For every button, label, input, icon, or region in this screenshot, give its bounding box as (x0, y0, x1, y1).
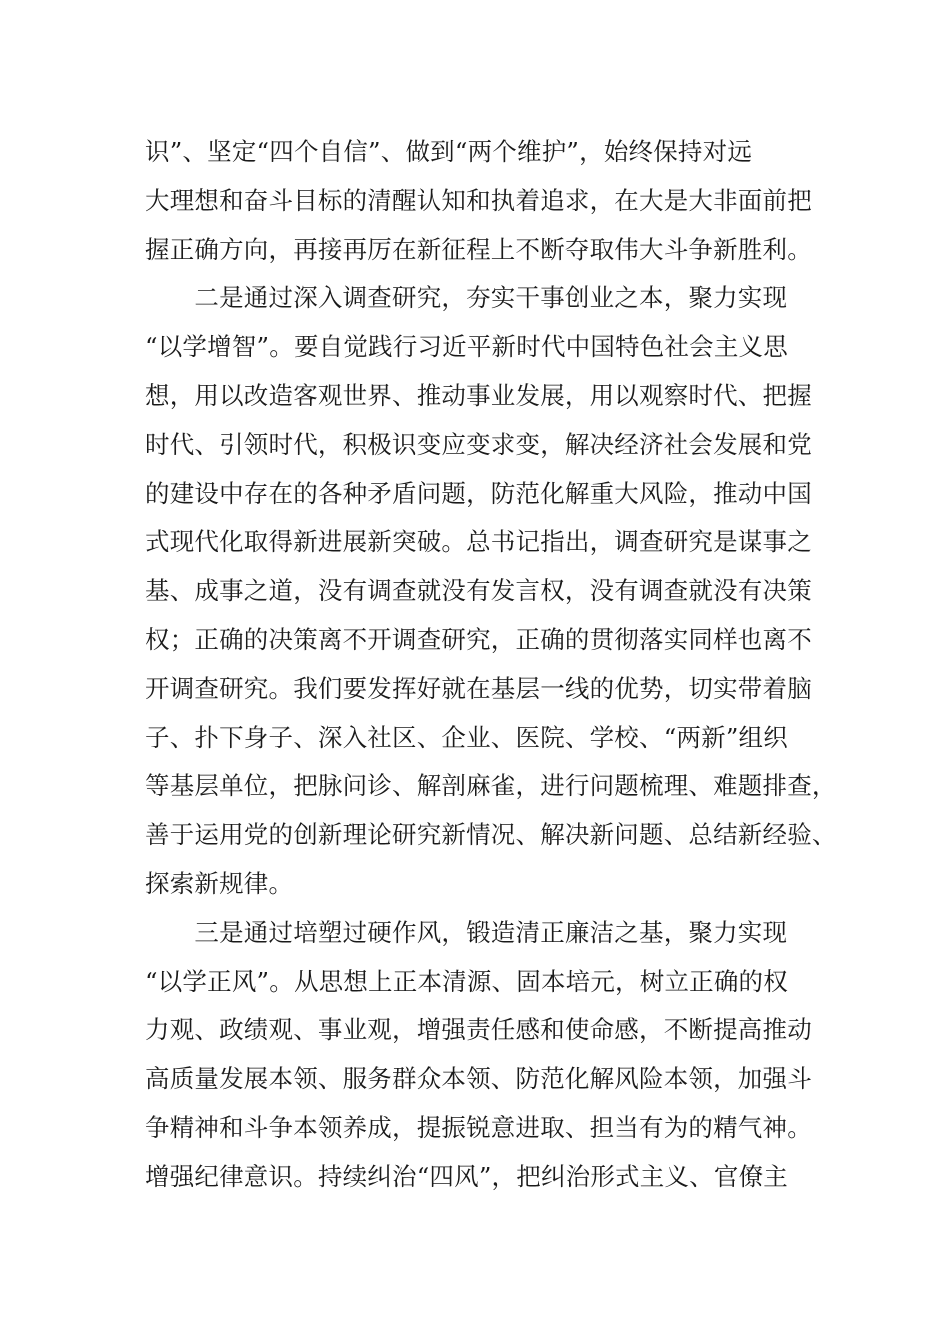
text-line: 时代、引领时代，积极识变应变求变，解决经济社会发展和党 (145, 429, 812, 459)
text-line: 探索新规律。 (145, 868, 294, 898)
text-line: 三是通过培塑过硬作风，锻造清正廉洁之基，聚力实现 (145, 917, 788, 947)
text-line: 力观、政绩观、事业观，增强责任感和使命感，不断提高推动 (145, 1015, 812, 1045)
text-line: 增强纪律意识。持续纠治“四风”，把纠治形式主义、官僚主 (145, 1161, 788, 1191)
text-line: 等基层单位，把脉问诊、解剖麻雀，进行问题梳理、难题排查， (145, 771, 837, 801)
text-line: 想，用以改造客观世界、推动事业发展，用以观察时代、把握 (145, 380, 812, 410)
text-line: “以学正风”。从思想上正本清源、固本培元，树立正确的权 (145, 966, 788, 996)
body-text (145, 128, 837, 1202)
text-line: 基、成事之道，没有调查就没有发言权，没有调查就没有决策 (145, 576, 812, 606)
text-line: 子、扑下身子、深入社区、企业、医院、学校、“两新”组织 (145, 722, 788, 752)
text-line: 权；正确的决策离不开调查研究，正确的贯彻落实同样也离不 (145, 624, 812, 654)
text-line: 开调查研究。我们要发挥好就在基层一线的优势，切实带着脑 (145, 673, 812, 703)
text-line: 式现代化取得新进展新突破。总书记指出，调查研究是谋事之 (145, 527, 812, 557)
text-line: 善于运用党的创新理论研究新情况、解决新问题、总结新经验、 (145, 820, 837, 850)
text-line: 的建设中存在的各种矛盾问题，防范化解重大风险，推动中国 (145, 478, 812, 508)
text-line: 识”、坚定“四个自信”、做到“两个维护”，始终保持对远 (145, 137, 753, 166)
text-line: 大理想和奋斗目标的清醒认知和执着追求，在大是大非面前把 (145, 185, 812, 215)
text-line: 争精神和斗争本领养成，提振锐意进取、担当有为的精气神。 (145, 1112, 812, 1142)
text-line: 二是通过深入调查研究，夯实干事创业之本，聚力实现 (145, 283, 788, 313)
text-line: “以学增智”。要自觉践行习近平新时代中国特色社会主义思 (145, 332, 788, 362)
text-line: 握正确方向，再接再厉在新征程上不断夺取伟大斗争新胜利。 (145, 234, 812, 264)
text-line: 高质量发展本领、服务群众本领、防范化解风险本领，加强斗 (145, 1064, 812, 1094)
